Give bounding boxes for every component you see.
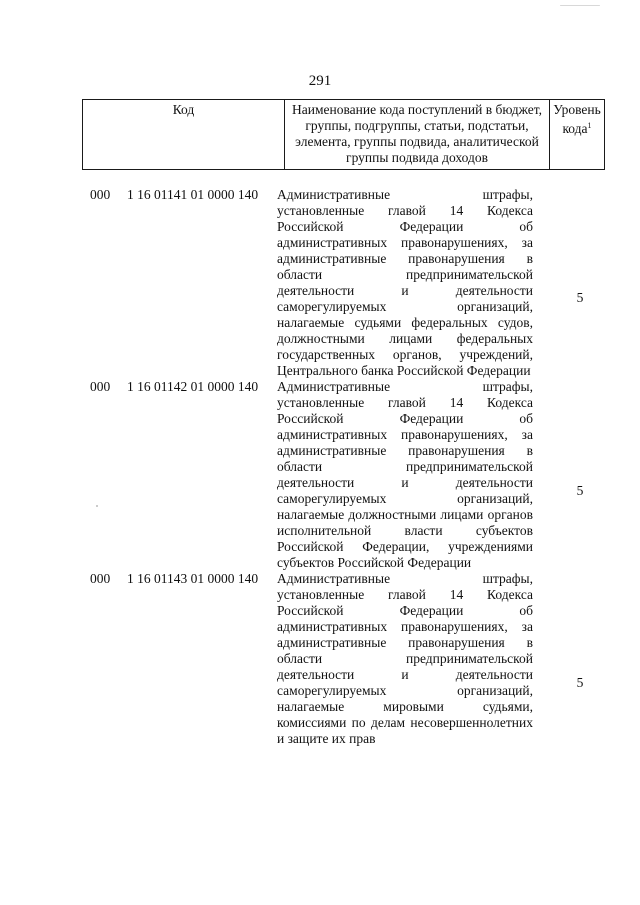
revenue-code: 1 16 01141 01 0000 140: [127, 187, 259, 202]
admin-code: 000: [90, 379, 111, 394]
table-row: [0, 379, 640, 571]
header-level-label: Уровень кода: [553, 102, 601, 136]
admin-code: 000: [90, 571, 111, 586]
header-name: Наименование кода поступлений в бюджет, группы, подгруппы, статьи, подстатьи, элемента, группы подвида, аналитической группы подвида доходов: [285, 100, 550, 170]
revenue-description: Административные штрафы, установленные главой 14 Кодекса Российской Федерации об административных правонарушениях, за административные правонарушения в области предпринимательской деятельности и деятельности саморегулируемых организаций, налагаемые мировыми судьями, комиссиями по делам несовершеннолетних и защите их прав: [277, 571, 533, 746]
code-level: 5: [576, 675, 584, 690]
header-level: [550, 100, 605, 170]
table-row: [0, 187, 640, 379]
revenue-description: Административные штрафы, установленные главой 14 Кодекса Российской Федерации об административных правонарушениях, за административные правонарушения в области предпринимательской деятельности и деятельности саморегулируемых организаций, налагаемые должностными лицами органов исполнительной власти субъектов Российской Федерации, учреждениями субъектов Российской Федерации: [277, 379, 533, 570]
table-row: [0, 571, 640, 747]
code-level: 5: [576, 290, 584, 305]
scan-speck: [560, 5, 600, 6]
header-level-footnote: 1: [587, 121, 592, 130]
code-level: 5: [576, 483, 584, 498]
header-code: Код: [83, 100, 285, 170]
page-number: 291: [308, 73, 332, 89]
admin-code: 000: [90, 187, 111, 202]
revenue-code: 1 16 01143 01 0000 140: [127, 571, 259, 586]
revenue-description: Административные штрафы, установленные главой 14 Кодекса Российской Федерации об административных правонарушениях, за административные правонарушения в области предпринимательской деятельности и деятельности саморегулируемых организаций, налагаемые судьями федеральных судов, должностными лицами федеральных государственных органов, учреждений, Центрального банка Российской Федерации: [277, 187, 533, 378]
table-body: [0, 187, 640, 747]
revenue-code: 1 16 01142 01 0000 140: [127, 379, 259, 394]
scan-speck: [96, 505, 98, 507]
table-header: [82, 99, 605, 170]
